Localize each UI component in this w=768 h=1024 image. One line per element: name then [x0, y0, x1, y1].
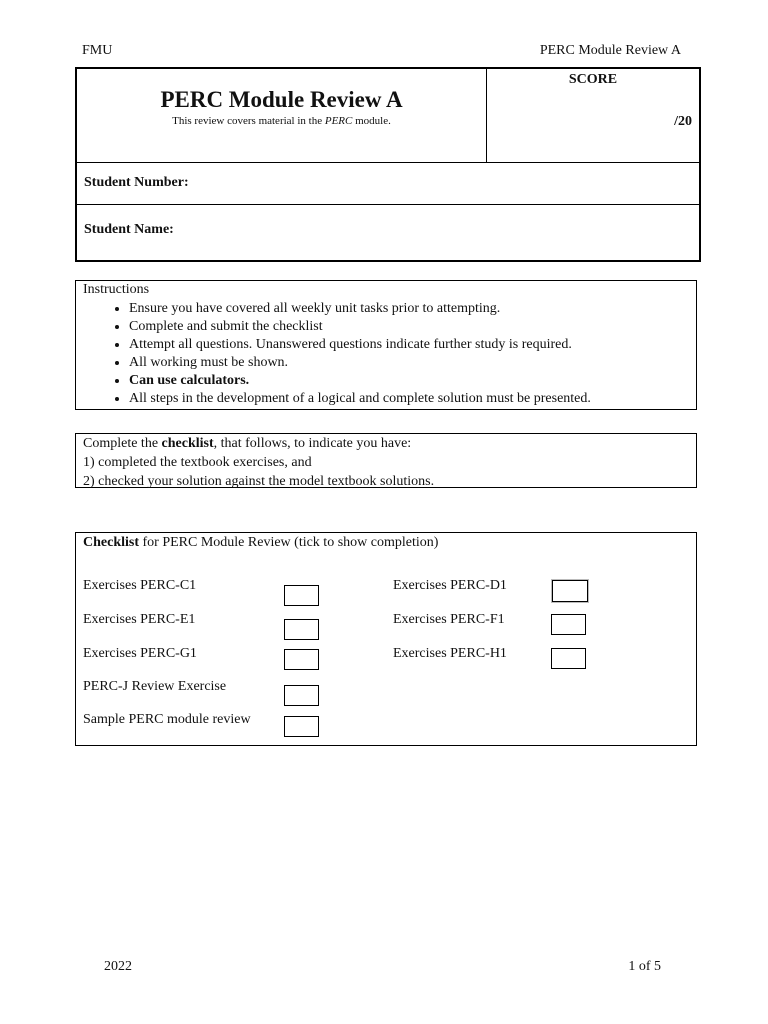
checkbox-sample-review[interactable]	[284, 716, 319, 737]
instructions-list	[76, 300, 696, 408]
checklist-label-perc-d1: Exercises PERC-D1	[393, 578, 507, 593]
header-right: PERC Module Review A	[539, 43, 681, 58]
instruction-item: • Complete and submit the checklist	[129, 318, 696, 336]
checklist-label-perc-g1: Exercises PERC-G1	[83, 646, 197, 661]
student-number-field[interactable]	[77, 163, 699, 205]
checkbox-perc-f1[interactable]	[551, 614, 586, 635]
checklist-box	[75, 532, 697, 746]
page-subtitle: This review covers material in the PERC module.	[172, 115, 391, 127]
checklist-note-line3: 2) checked your solution against the model textbook solutions.	[83, 474, 435, 489]
score-total: /20	[674, 114, 692, 129]
instructions-heading: Instructions	[83, 282, 150, 297]
header-left: FMU	[82, 43, 113, 58]
instructions-box	[75, 280, 697, 410]
checklist-label-perc-h1: Exercises PERC-H1	[393, 646, 507, 661]
checklist-note-line2: 1) completed the textbook exercises, and	[83, 455, 312, 470]
score-cell	[487, 69, 699, 163]
checklist-label-sample-review: Sample PERC module review	[83, 712, 251, 727]
checkbox-perc-c1[interactable]	[284, 585, 319, 606]
checklist-note-box	[75, 433, 697, 488]
footer-year: 2022	[104, 959, 132, 974]
checklist-label-perc-j: PERC-J Review Exercise	[83, 679, 227, 694]
instruction-item: • All working must be shown.	[129, 354, 696, 372]
student-name-field[interactable]	[77, 205, 699, 256]
instruction-item: • Attempt all questions. Unanswered questions indicate further study is required.	[129, 336, 696, 354]
checklist-label-perc-e1: Exercises PERC-E1	[83, 612, 196, 627]
checkbox-perc-g1[interactable]	[284, 649, 319, 670]
instruction-item: • Ensure you have covered all weekly unit tasks prior to attempting.	[129, 300, 696, 318]
checklist-label-perc-f1: Exercises PERC-F1	[393, 612, 505, 627]
checklist-heading: Checklist for PERC Module Review (tick to show completion)	[83, 535, 439, 550]
checkbox-perc-j[interactable]	[284, 685, 319, 706]
checklist-note-line1: Complete the checklist, that follows, to indicate you have:	[83, 436, 412, 451]
instruction-item: • Can use calculators.	[129, 372, 696, 390]
checkbox-perc-d1[interactable]	[552, 580, 588, 602]
checklist-label-perc-c1: Exercises PERC-C1	[83, 578, 197, 593]
instruction-item: • All steps in the development of a logical and complete solution must be presented.	[129, 390, 696, 408]
page-title: PERC Module Review A	[160, 87, 403, 112]
checkbox-perc-e1[interactable]	[284, 619, 319, 640]
page-number: 1 of 5	[628, 959, 661, 974]
student-name-label: Student Name:	[84, 222, 174, 237]
title-cell	[77, 69, 487, 163]
title-block	[75, 67, 701, 262]
checkbox-perc-h1[interactable]	[551, 648, 586, 669]
score-label: SCORE	[568, 72, 618, 87]
student-number-label: Student Number:	[84, 175, 189, 190]
